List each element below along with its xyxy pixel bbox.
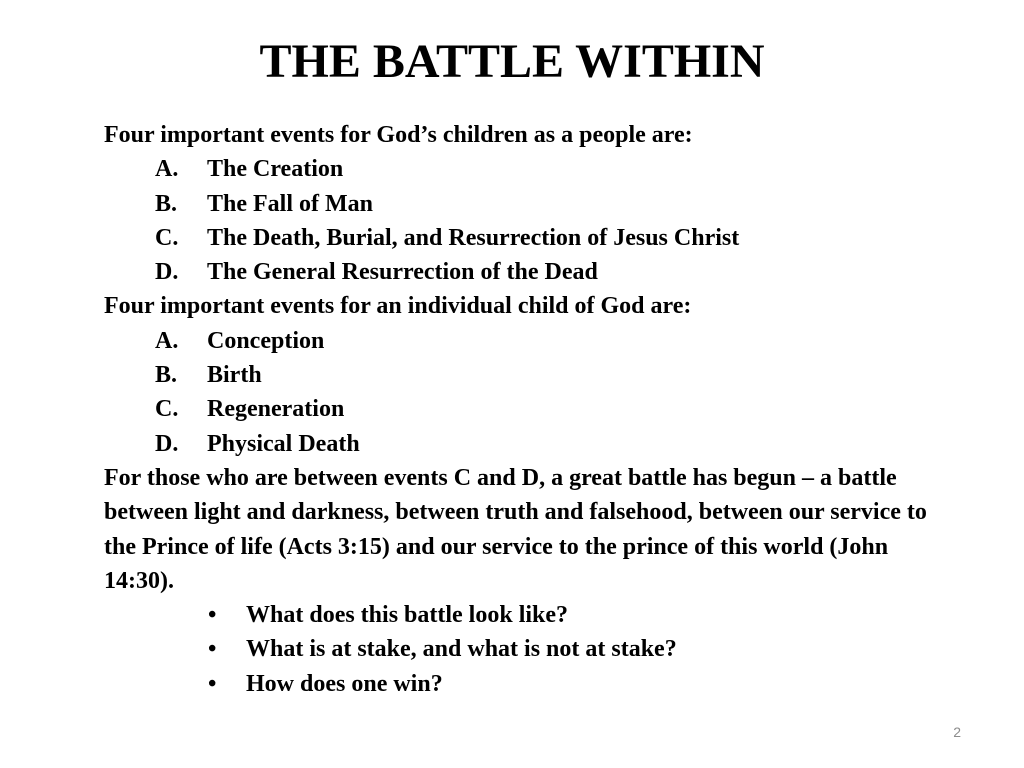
list-item-text: Physical Death <box>207 430 360 457</box>
list-item-text: The Death, Burial, and Resurrection of Jesus Christ <box>207 224 740 251</box>
list-item-text: The Fall of Man <box>207 190 373 217</box>
bullet-icon: • <box>208 636 217 663</box>
section1-list <box>104 152 944 289</box>
list-item <box>104 221 944 255</box>
list-marker: B. <box>155 190 178 217</box>
list-item <box>104 358 944 392</box>
list-marker: D. <box>155 430 179 457</box>
list-marker: D. <box>155 259 179 286</box>
list-item <box>104 392 944 426</box>
page-number: 2 <box>953 724 961 740</box>
slide-body <box>104 118 944 701</box>
list-marker: B. <box>155 362 178 389</box>
question-text: How does one win? <box>246 670 443 697</box>
list-item <box>104 255 944 289</box>
list-item-text: Regeneration <box>207 396 345 423</box>
question-text: What is at stake, and what is not at stake? <box>246 636 677 663</box>
list-item-text: The Creation <box>207 156 344 183</box>
list-item-text: Birth <box>207 362 262 389</box>
list-marker: C. <box>155 224 179 251</box>
slide-title: THE BATTLE WITHIN <box>259 35 765 88</box>
question-item <box>104 667 944 701</box>
question-item <box>104 632 944 666</box>
list-item <box>104 324 944 358</box>
list-item <box>104 152 944 186</box>
list-item-text: Conception <box>207 327 325 354</box>
question-text: What does this battle look like? <box>246 602 569 629</box>
list-marker: A. <box>155 327 179 354</box>
section1-heading: Four important events for God’s children as a people are: <box>104 122 693 148</box>
list-marker: A. <box>155 156 179 183</box>
section2-list <box>104 324 944 461</box>
list-marker: C. <box>155 396 179 423</box>
list-item <box>104 427 944 461</box>
battle-paragraph: For those who are between events C and D, a great battle has begun – a battle between light and darkness, between truth and falsehood, between our service to the Prince of life (Acts 3:15) and our service to the prince of this world (John 14:30). <box>104 464 927 594</box>
section2-heading: Four important events for an individual child of God are: <box>104 293 692 320</box>
bullet-icon: • <box>208 670 217 697</box>
list-item-text: The General Resurrection of the Dead <box>207 259 598 286</box>
question-list <box>104 598 944 701</box>
question-item <box>104 598 944 632</box>
list-item <box>104 187 944 221</box>
bullet-icon: • <box>208 602 217 629</box>
